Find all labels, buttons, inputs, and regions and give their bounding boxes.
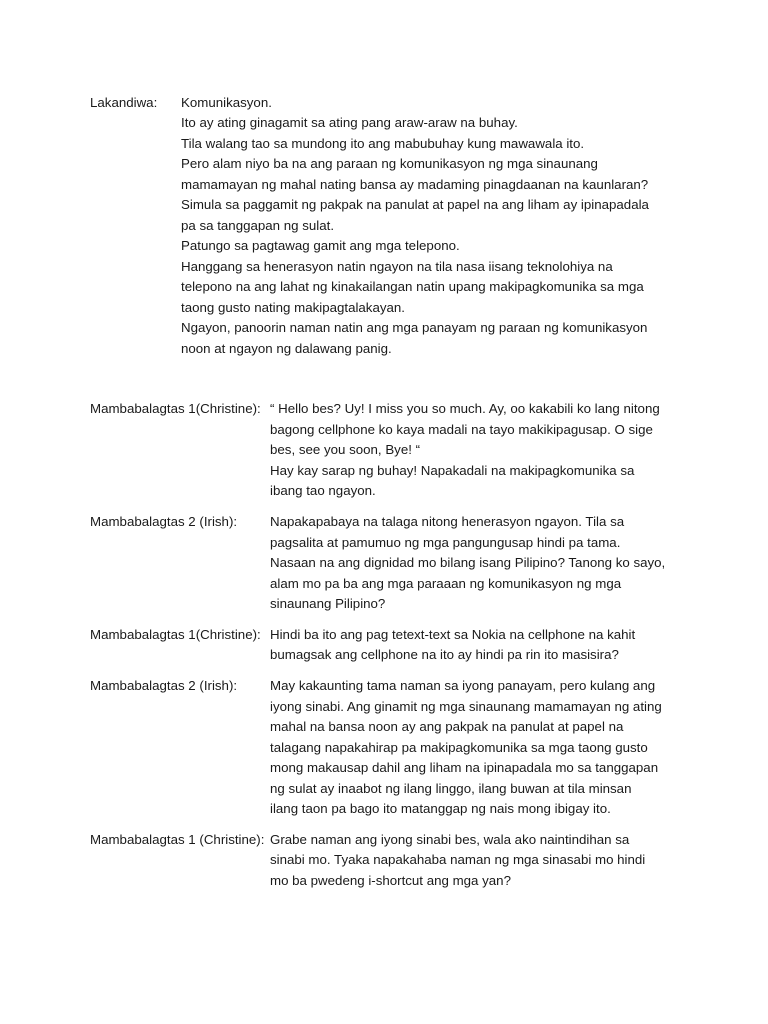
intro-line: Ngayon, panoorin naman natin ang mga panayam ng paraan ng komunikasyon	[181, 320, 648, 335]
dialogue-line: pagsalita at pamumuo ng mga pangungusap hindi pa tama.	[270, 535, 621, 550]
intro-line: telepono na ang lahat ng kinakailangan natin upang makipagkomunika sa mga	[181, 279, 644, 294]
dialogue-line: Grabe naman ang iyong sinabi bes, wala ako naintindihan sa	[270, 832, 630, 847]
speaker-label: Mambabalagtas 1(Christine):	[90, 401, 261, 416]
intro-line: Patungo sa pagtawag gamit ang mga telepono.	[181, 238, 460, 253]
speaker-label: Mambabalagtas 2 (Irish):	[90, 514, 238, 529]
dialogue-line: alam mo pa ba ang mga paraaan ng komunikasyon ng mga	[270, 576, 622, 591]
intro-line: Tila walang tao sa mundong ito ang mabubuhay kung mawawala ito.	[181, 136, 585, 151]
intro-line: Pero alam niyo ba na ang paraan ng komunikasyon ng mga sinaunang	[181, 156, 598, 171]
dialogue-line: Nasaan na ang dignidad mo bilang isang Pilipino? Tanong ko sayo,	[270, 555, 666, 570]
intro-line: Hanggang sa henerasyon natin ngayon na tila nasa iisang teknolohiya na	[181, 259, 613, 274]
dialogue-line: ng sulat ay inaabot ng ilang linggo, ilang buwan at tila minsan	[270, 781, 632, 796]
dialogue-line: Hay kay sarap ng buhay! Napakadali na makipagkomunika sa	[270, 463, 635, 478]
intro-line: taong gusto nating makipagtalakayan.	[181, 300, 405, 315]
dialogue-line: ibang tao ngayon.	[270, 483, 376, 498]
dialogue-line: talagang napakahirap pa makipagkomunika sa mga taong gusto	[270, 740, 648, 755]
dialogue-line: mong makausap dahil ang liham na ipinapadala mo sa tanggapan	[270, 760, 659, 775]
intro-line: Simula sa paggamit ng pakpak na panulat at papel na ang liham ay ipinapadala	[181, 197, 649, 212]
intro-line: mamamayan ng mahal nating bansa ay madaming pinagdaanan na kaunlaran?	[181, 177, 649, 192]
dialogue-line: mahal na bansa noon ay ang pakpak na panulat at papel na	[270, 719, 624, 734]
speaker-label: Mambabalagtas 2 (Irish):	[90, 678, 238, 693]
dialogue-line: bes, see you soon, Bye! “	[270, 442, 421, 457]
intro-line: noon at ngayon ng dalawang panig.	[181, 341, 392, 356]
dialogue-line: Napakapabaya na talaga nitong henerasyon ngayon. Tila sa	[270, 514, 625, 529]
dialogue-line: “ Hello bes? Uy! I miss you so much. Ay, oo kakabili ko lang nitong	[270, 401, 660, 416]
dialogue-line: Hindi ba ito ang pag tetext-text sa Nokia na cellphone na kahit	[270, 627, 636, 642]
speaker-label: Mambabalagtas 1(Christine):	[90, 627, 261, 642]
intro-line: Komunikasyon.	[181, 95, 272, 110]
dialogue-line: May kakaunting tama naman sa iyong panayam, pero kulang ang	[270, 678, 656, 693]
intro-speaker: Lakandiwa:	[90, 95, 158, 110]
dialogue-line: bagong cellphone ko kaya madali na tayo makikipagusap. O sige	[270, 422, 653, 437]
speaker-label: Mambabalagtas 1 (Christine):	[90, 832, 265, 847]
dialogue-line: bumagsak ang cellphone na ito ay hindi pa rin ito masisira?	[270, 647, 619, 662]
dialogue-line: mo ba pwedeng i-shortcut ang mga yan?	[270, 873, 511, 888]
intro-line: Ito ay ating ginagamit sa ating pang araw-araw na buhay.	[181, 115, 518, 130]
dialogue-line: ilang taon pa bago ito matanggap ng nais mong ibigay ito.	[270, 801, 611, 816]
intro-line: pa sa tanggapan ng sulat.	[181, 218, 335, 233]
dialogue-line: sinabi mo. Tyaka napakahaba naman ng mga sinasabi mo hindi	[270, 852, 646, 867]
dialogue-line: sinaunang Pilipino?	[270, 596, 386, 611]
dialogue-line: iyong sinabi. Ang ginamit ng mga sinaunang mamamayan ng ating	[270, 699, 662, 714]
